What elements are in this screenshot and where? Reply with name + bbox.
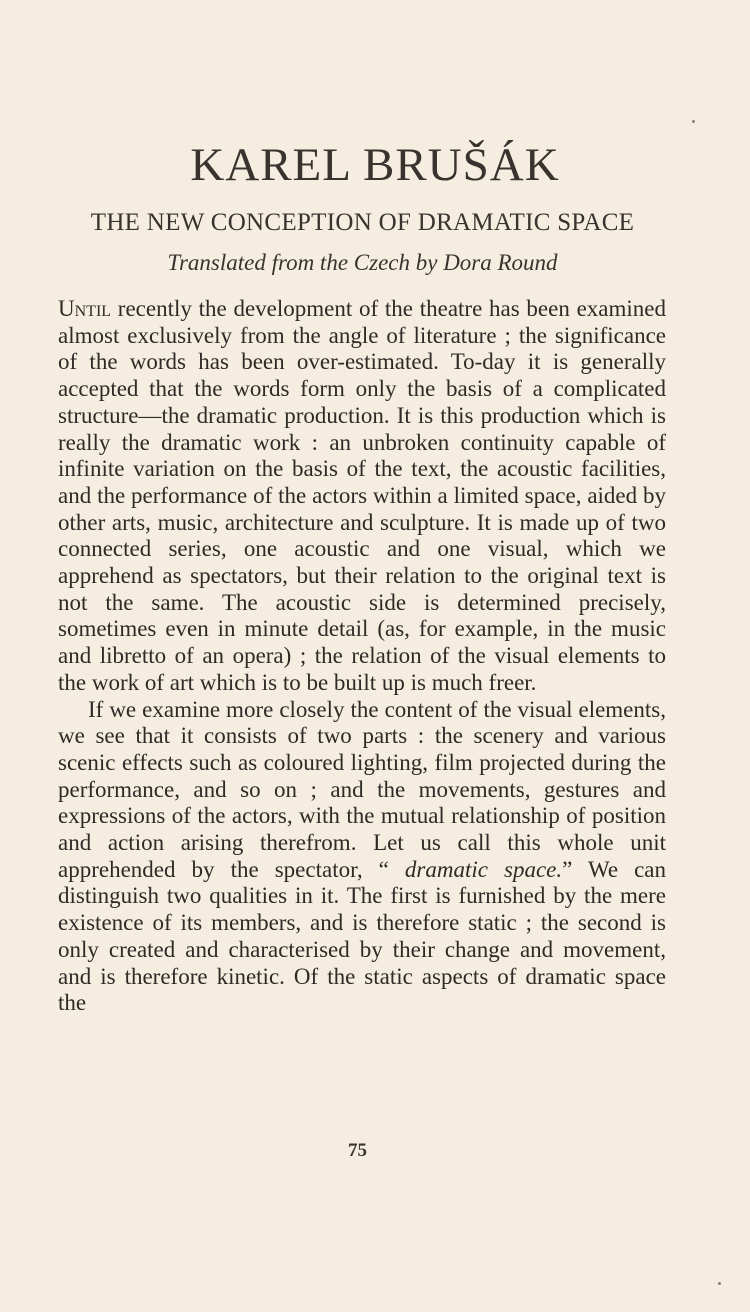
paragraph-2-emphasis: dramatic space. <box>404 856 563 882</box>
paragraph-2-text-before: If we examine more closely the content of the visual elements, we see that it consists of two parts : the scenery and various scenic effects such as coloured lighting, film projected during the performance, and so on ; and the movements, gestures and expressions of the actors, with the mutual relationship of position and action arising therefrom. Let us call this whole unit apprehended by the spectator, “ <box>58 696 666 882</box>
opening-word: Until <box>58 296 112 321</box>
paragraph-2-text-after: ” We can distinguish two qualities in it. The first is furnished by the mere existence of its members, and is therefore static ; the second is only created and characterised by their change and movement, and is therefore kinetic. Of the static aspects of dramatic space the <box>58 856 666 1016</box>
paragraph-1 <box>58 296 666 697</box>
author-heading: KAREL BRUŠÁK <box>190 139 560 191</box>
page-number: 75 <box>348 1140 367 1161</box>
body-text <box>58 296 666 1017</box>
paragraph-1-text: recently the development of the theatre has been examined almost exclusively from the angle of literature ; the significance of the words has been over-estimated. To-day it is generally accepted that the words form only the basis of a complicated structure—the dramatic production. It is this production which is really the dramatic work : an unbroken continuity capable of infinite variation on the basis of the text, the acoustic facilities, and the performance of the actors within a limited space, aided by other arts, music, architecture and sculpture. It is made up of two connected series, one acoustic and one visual, which we apprehend as spectators, but their relation to the original text is not the same. The acoustic side is determined precisely, sometimes even in minute detail (as, for example, in the music and libretto of an opera) ; the relation of the visual elements to the work of art which is to be built up is much freer. <box>58 296 666 695</box>
essay-title: THE NEW CONCEPTION OF DRAMATIC SPACE <box>90 209 635 236</box>
translator-credit: Translated from the Czech by Dora Round <box>167 250 558 275</box>
paragraph-2 <box>58 697 666 1017</box>
paper-speck <box>718 1282 721 1285</box>
paper-speck <box>692 120 695 123</box>
